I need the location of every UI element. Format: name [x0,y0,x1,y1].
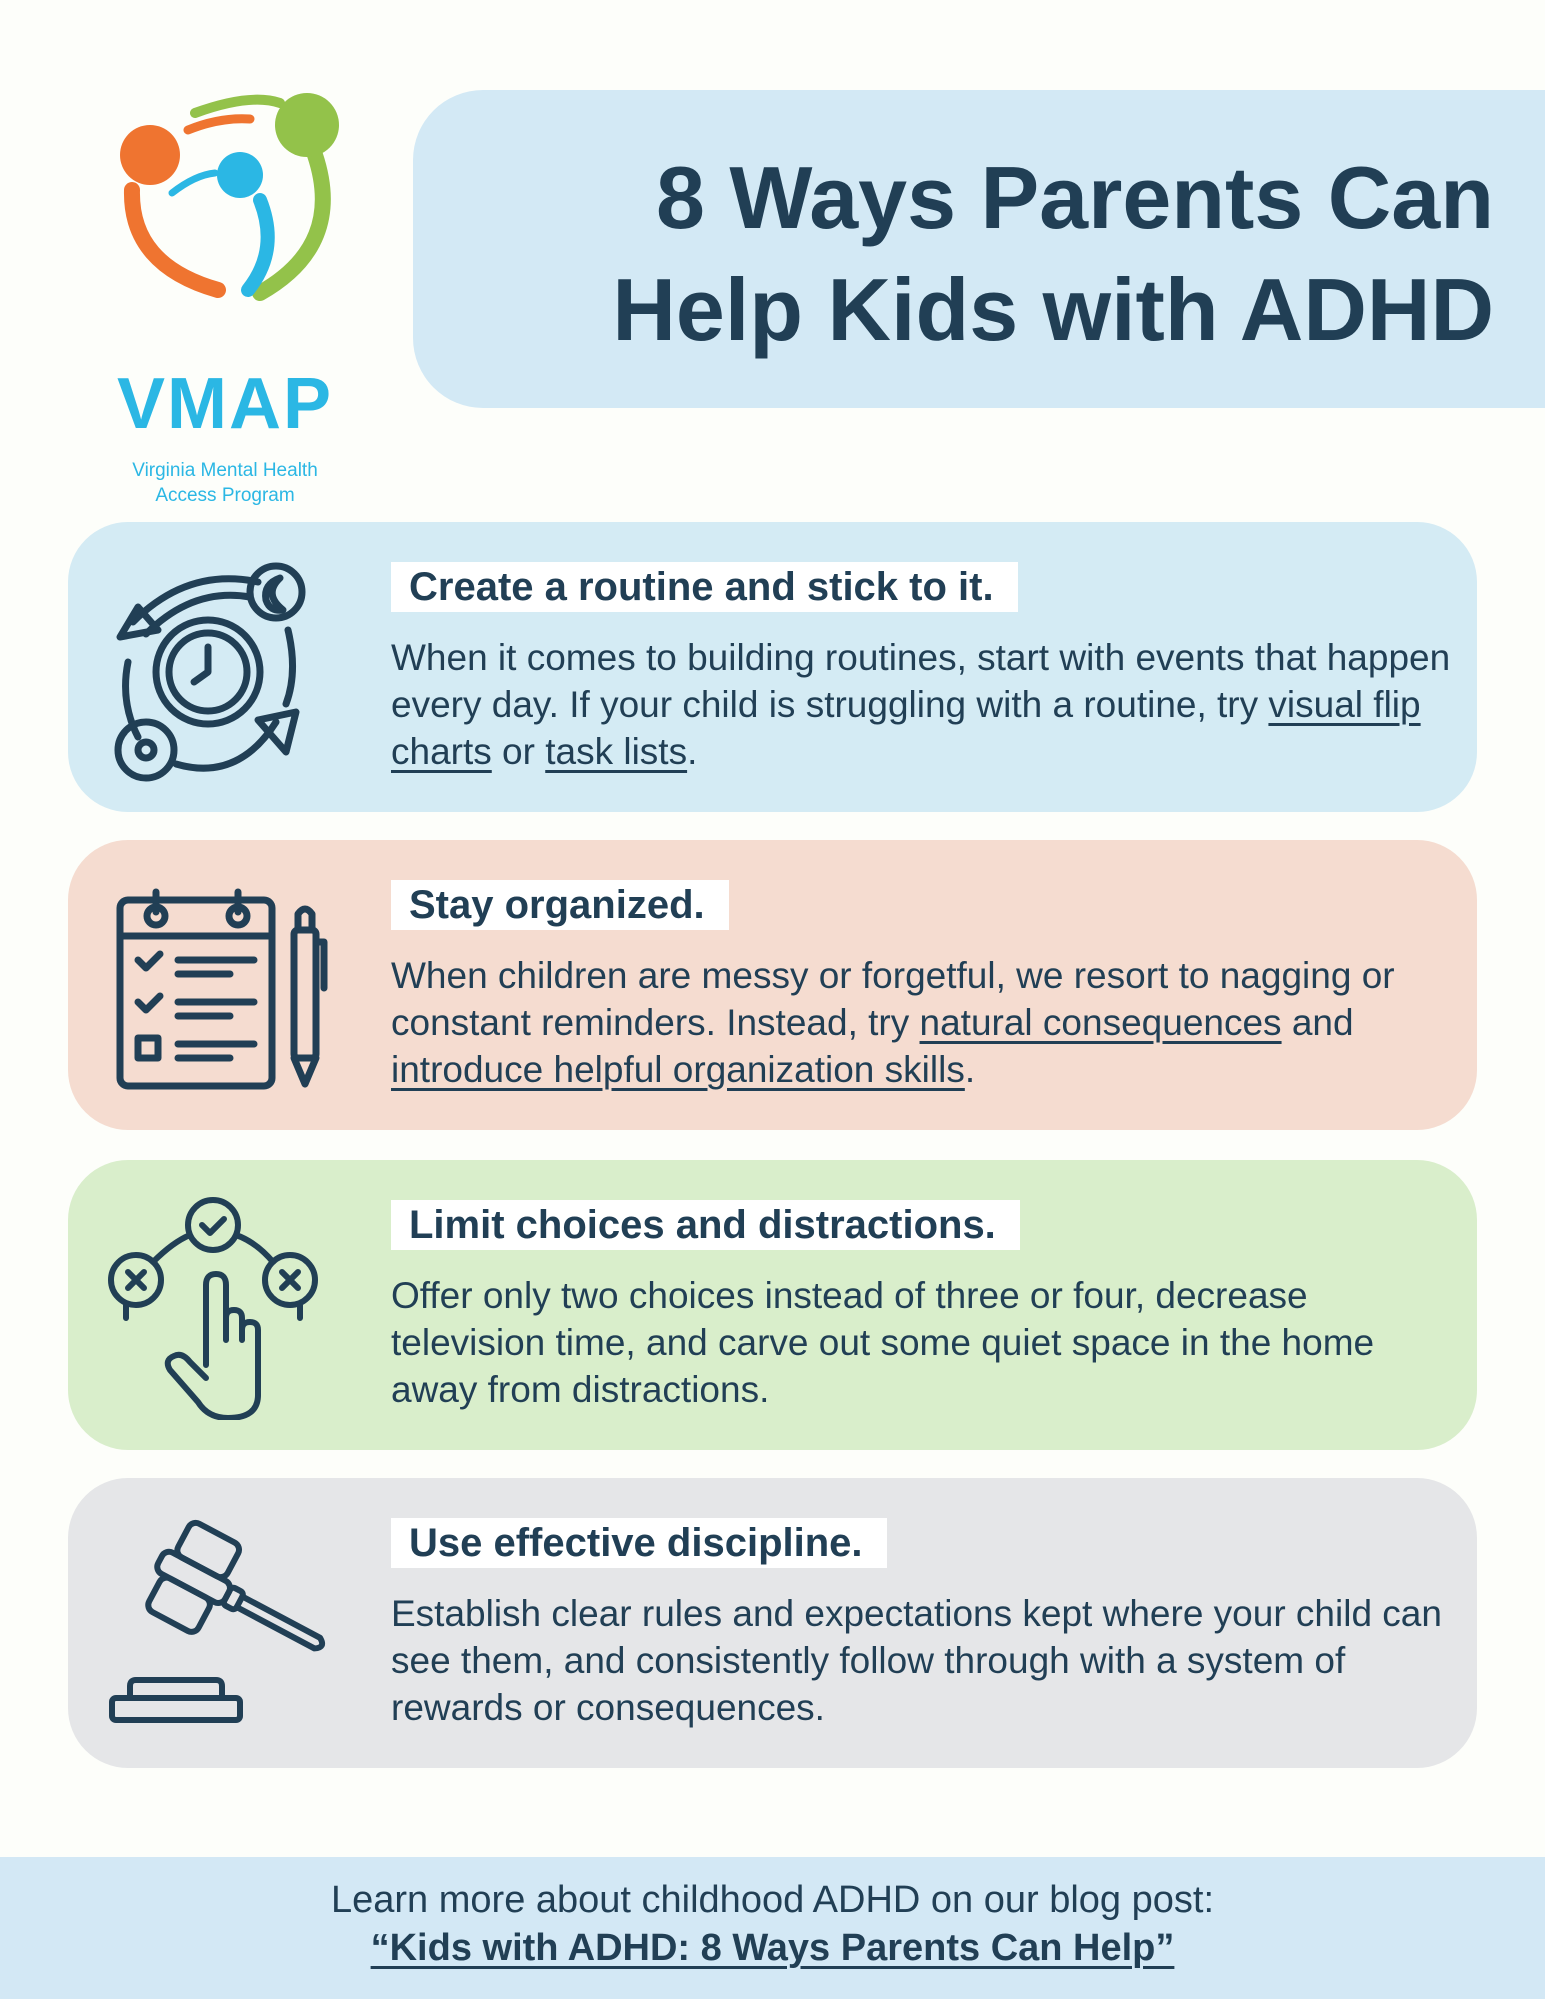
vmap-people-logo-icon [110,75,340,305]
tip-text: and [1281,1002,1354,1043]
routine-clock-cycle-icon [98,552,318,782]
tip-text: . [687,731,698,772]
tip-heading: Stay organized. [391,880,729,930]
tip-card-organized [68,840,1477,1130]
footer-intro: Learn more about childhood ADHD on our blog post: [331,1879,1214,1921]
footer-link-line [0,1925,1545,1971]
checklist-notepad-pen-icon [98,870,318,1100]
organization-skills-link[interactable]: introduce helpful organization skills [391,1049,965,1090]
tip-body: Establish clear rules and expectations kept where your child can see them, and consistently follow through with a system of rewards or consequences. [391,1593,1442,1728]
tip-card-discipline [68,1478,1477,1768]
title-line2: Help Kids with ADHD [612,260,1494,359]
tip-text: . [964,1049,976,1090]
visual-flip-charts-link[interactable]: visual flip charts [391,684,1421,772]
tip-body [391,634,1451,775]
title-banner [413,90,1545,408]
logo-subtitle-line1: Virginia Mental Health [132,460,318,481]
tip-text: When children are messy or forgetful, we resort to nagging or constant reminders. Instead, try [391,955,1395,1043]
logo-wordmark: VMAP [116,364,334,444]
tip-card-limit-choices [68,1160,1477,1450]
task-lists-link[interactable]: task lists [545,731,688,772]
tip-text: When it comes to building routines, start with events that happen every day. If your child is struggling with a routine, try [391,637,1451,725]
logo-subtitle [90,458,360,508]
page-title [394,142,1494,366]
vmap-logo [90,70,360,506]
logo-subtitle-line2: Access Program [155,485,295,506]
natural-consequences-link[interactable]: natural consequences [919,1002,1282,1043]
tip-body [391,952,1451,1093]
gavel-icon [98,1508,318,1738]
hand-choice-selection-icon [98,1190,318,1420]
title-line1: 8 Ways Parents Can [656,148,1494,247]
tip-body: Offer only two choices instead of three or four, decrease television time, and carve out some quiet space in the home away from distractions. [391,1275,1375,1410]
tip-heading: Create a routine and stick to it. [391,562,1018,612]
tip-heading: Use effective discipline. [391,1518,887,1568]
tip-text: or [491,731,546,772]
tip-card-routine [68,522,1477,812]
blog-post-link[interactable]: “Kids with ADHD: 8 Ways Parents Can Help” [370,1927,1175,1969]
tip-heading: Limit choices and distractions. [391,1200,1020,1250]
footer-banner [0,1857,1545,1999]
